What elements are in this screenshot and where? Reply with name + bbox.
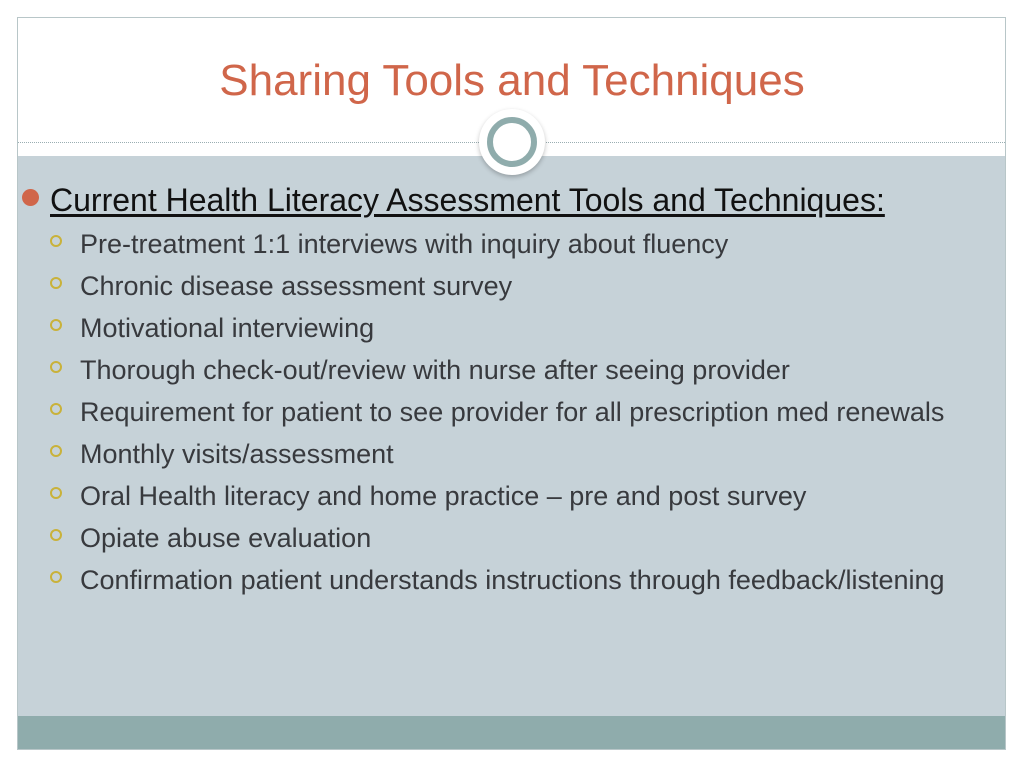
main-bullet: [20, 180, 1010, 220]
hollow-circle-bullet-icon: [50, 529, 62, 541]
sub-bullet-text: Confirmation patient understands instructions through feedback/listening: [80, 565, 945, 595]
sub-bullet-text: Thorough check-out/review with nurse after seeing provider: [80, 355, 790, 385]
sub-bullet-item: [0, 352, 950, 388]
filled-circle-bullet-icon: [22, 189, 39, 206]
sub-bullet-item: [0, 562, 950, 598]
hollow-circle-bullet-icon: [50, 361, 62, 373]
sub-bullet-item: [0, 520, 950, 556]
sub-bullet-text: Oral Health literacy and home practice – pre and post survey: [80, 481, 807, 511]
sub-bullet-item: [0, 268, 950, 304]
sub-bullet-text: Opiate abuse evaluation: [80, 523, 372, 553]
hollow-circle-bullet-icon: [50, 571, 62, 583]
sub-bullet-item: [0, 478, 950, 514]
ring-ornament-icon: [479, 109, 545, 175]
sub-bullet-text: Chronic disease assessment survey: [80, 271, 513, 301]
hollow-circle-bullet-icon: [50, 445, 62, 457]
hollow-circle-bullet-icon: [50, 403, 62, 415]
sub-bullet-text: Requirement for patient to see provider for all prescription med renewals: [80, 397, 945, 427]
sub-bullet-text: Pre-treatment 1:1 interviews with inquiry about fluency: [80, 229, 729, 259]
hollow-circle-bullet-icon: [50, 319, 62, 331]
hollow-circle-bullet-icon: [50, 277, 62, 289]
slide-title: Sharing Tools and Techniques: [219, 56, 805, 105]
sub-bullet-item: [0, 226, 950, 262]
hollow-circle-bullet-icon: [50, 487, 62, 499]
sub-bullet-text: Motivational interviewing: [80, 313, 375, 343]
ring-inner: [487, 117, 537, 167]
main-bullet-text: Current Health Literacy Assessment Tools and Techniques:: [50, 182, 885, 218]
footer-bar: [18, 716, 1005, 749]
sub-bullet-item: [0, 436, 950, 472]
hollow-circle-bullet-icon: [50, 235, 62, 247]
sub-bullet-item: [0, 310, 950, 346]
sub-bullet-text: Monthly visits/assessment: [80, 439, 394, 469]
sub-bullet-item: [0, 394, 950, 430]
sub-bullet-list: [0, 226, 1024, 604]
